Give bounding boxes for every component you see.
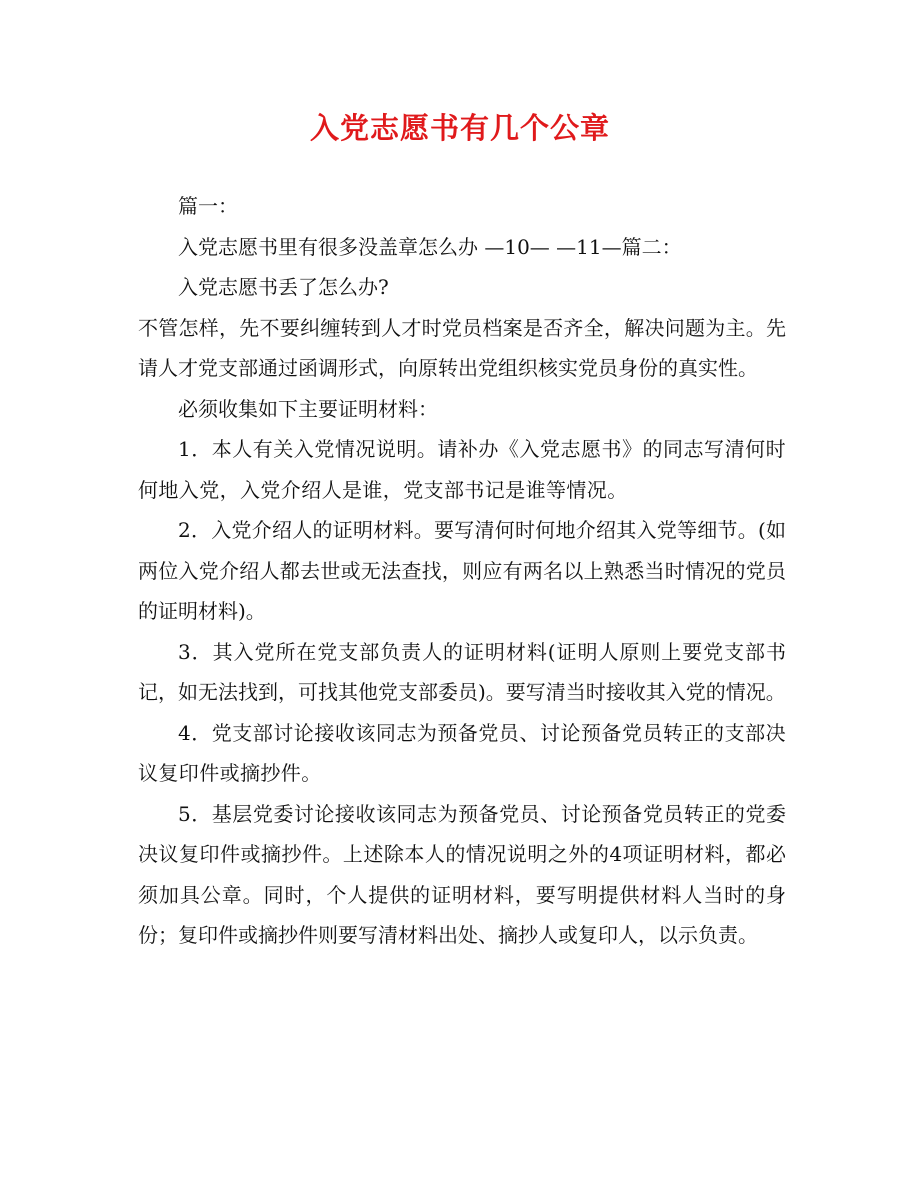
paragraph-verification-advice: 不管怎样，先不要纠缠转到人才时党员档案是否齐全，解决问题为主。先请人才党支部通过函调形式，向原转出党组织核实党员身份的真实性。	[138, 315, 786, 380]
paragraph-stamp-question: 入党志愿书里有很多没盖章怎么办 —10— —11—篇二：	[178, 234, 682, 259]
paragraph-section-one-heading: 篇一：	[178, 194, 238, 218]
paragraph-item-4: 4．党支部讨论接收该同志为预备党员、讨论预备党员转正的支部决议复印件或摘抄件。	[138, 720, 786, 785]
paragraph-item-1: 1．本人有关入党情况说明。请补办《入党志愿书》的同志写清何时何地入党，入党介绍人是谁，党支部书记是谁等情况。	[138, 437, 786, 502]
paragraph-lost-question: 入党志愿书丢了怎么办?	[178, 275, 389, 299]
paragraph-materials-intro: 必须收集如下主要证明材料：	[178, 396, 438, 421]
paragraph-item-3: 3．其入党所在党支部负责人的证明材料(证明人原则上要党支部书记，如无法找到，可找其他党支部委员)。要写清当时接收其入党的情况。	[138, 639, 786, 704]
document-title: 入党志愿书有几个公章	[309, 111, 610, 145]
paragraph-item-5: 5．基层党委讨论接收该同志为预备党员、讨论预备党员转正的党委决议复印件或摘抄件。上述除本人的情况说明之外的4项证明材料，都必须加具公章。同时，个人提供的证明材料，要写明提供材料人当时的身份；复印件或摘抄件则要写清材料出处、摘抄人或复印人，以示负责。	[138, 801, 786, 947]
document-body	[138, 186, 786, 956]
paragraph-item-2: 2．入党介绍人的证明材料。要写清何时何地介绍其入党等细节。(如两位入党介绍人都去世或无法查找，则应有两名以上熟悉当时情况的党员的证明材料)。	[138, 518, 786, 623]
